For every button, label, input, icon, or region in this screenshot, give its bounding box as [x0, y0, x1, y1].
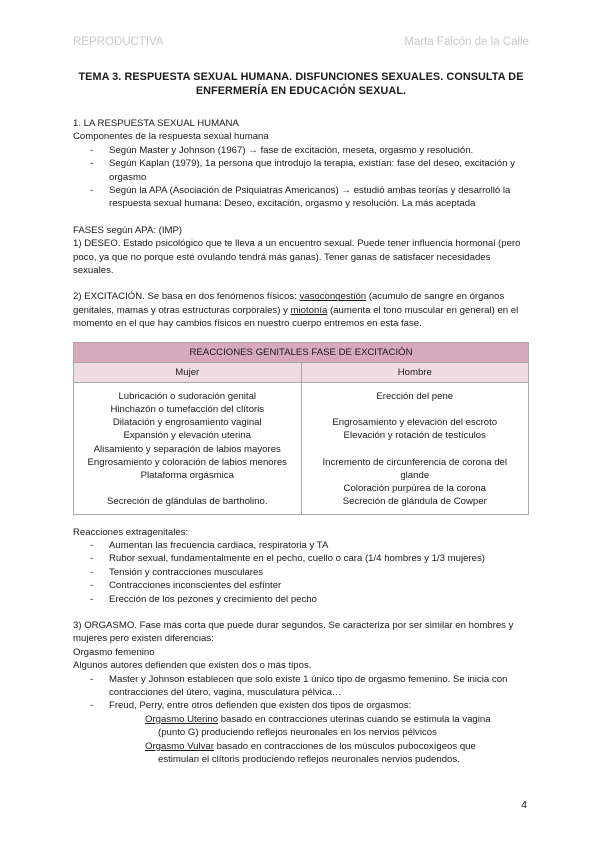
table-cell-line: Engrosamiento y coloración de labios menores	[87, 456, 287, 468]
list-item: - Contracciones inconscientes del esfínter	[73, 579, 529, 592]
uterino-term: Orgasmo Uterino	[145, 713, 219, 725]
section-intro: Componentes de la respuesta sexual humana	[73, 131, 269, 143]
list-item: - Master y Johnson establecen que solo existe 1 único tipo de orgasmo femenino. Se inicia con contracciones del útero, vagina, musculatura pélvica…	[73, 673, 529, 700]
table-cell-line: Plataforma orgásmica	[140, 469, 234, 481]
table-cell-line	[74, 482, 301, 495]
table-cell-line: Incremento de circunferencia de corona del glande	[322, 456, 508, 481]
header-subject: REPRODUCTIVA	[73, 36, 164, 48]
table-cell-line: Erección del pene	[376, 390, 454, 402]
list-item: - Erección de los pezones y crecimiento del pecho	[73, 593, 529, 606]
hombre-column	[301, 382, 529, 514]
vasocongestion-term: vasocongestión	[299, 291, 367, 303]
table-cell-line: Engrosamiento y elevación del escroto	[332, 417, 498, 429]
genital-reactions-table	[73, 342, 529, 515]
table-cell-line	[302, 443, 529, 456]
extragenital-heading: Reacciones extragenitales:	[73, 526, 189, 538]
table-cell-line: Dilatación y engrosamiento vaginal	[112, 417, 262, 429]
extragenital-list	[73, 539, 529, 606]
list-item: - Según Kaplan (1979), 1a persona que introdujo la terapia, existían: fase del deseo, excitación y orgasmo	[73, 157, 529, 184]
table-header-hombre: Hombre	[301, 362, 529, 382]
table-cell-line: Expansión y elevación uterina	[123, 430, 251, 442]
page-number: 4	[521, 799, 527, 811]
table-cell-line: Coloración purpúrea de la corona	[343, 483, 486, 495]
orgasmo-uterino-cont: (punto G) produciendo reflejos neuronales en los nervios pélvicos	[158, 727, 437, 739]
components-list	[73, 144, 529, 211]
table-cell-line: Hinchazón o tumefacción del clítoris	[110, 403, 265, 415]
document-title: TEMA 3. RESPUESTA SEXUAL HUMANA. DISFUNCIONES SEXUALES. CONSULTA DE ENFERMERÍA EN EDUCACIÓN SEXUAL.	[78, 71, 524, 97]
list-item: - Aumentan las frecuencia cardiaca, respiratoria y TA	[73, 539, 529, 552]
table-title: REACCIONES GENITALES FASE DE EXCITACIÓN	[74, 342, 529, 362]
mujer-column	[74, 382, 302, 514]
orgasmo-vulvar-cont: estimulan el clítoris produciendo reflejos neuronales nervios pudendos.	[158, 754, 460, 766]
excitacion-paragraph: 2) EXCITACIÓN. Se basa en dos fenómenos físicos: vasocongestión (acumulo de sangre en órganos genitales, mamas y otras estructuras corporales) y miotonía (aumenta el tono muscular en general) en el momento en el que hay cambios físicos en nuestro cuerpo entremos en esta fase.	[73, 291, 519, 330]
orgasmo-uterino: Orgasmo Uterino basado en contracciones uterinas cuando se estimula la vagina	[145, 713, 491, 725]
miotonia-term: miotonía	[290, 304, 328, 316]
list-item: - Según Master y Johnson (1967) → fase de excitación, meseta, orgasmo y resolución.	[73, 144, 529, 157]
orgasmo-line: Algunos autores defienden que existen dos o más tipos.	[73, 660, 312, 672]
table-cell-line: Elevación y rotación de testículos	[343, 430, 486, 442]
document-body	[73, 117, 529, 766]
list-item: - Freud, Perry, entre otros defienden que existen dos tipos de orgasmos:	[73, 699, 529, 712]
orgasmo-subheading: Orgasmo femenino	[73, 646, 155, 658]
table-cell-line	[302, 403, 529, 416]
orgasmo-list	[73, 673, 529, 713]
deseo-paragraph: 1) DESEO. Estado psicológico que te lleva a un encuentro sexual. Puede tener influencia hormonal (pero poco, ya que no porque esté ovulando tendrá más ganas). Tener ganas de satisfacer necesidades sexuales.	[73, 238, 521, 277]
table-cell-line: Alisamiento y separación de labios mayores	[93, 443, 281, 455]
orgasmo-paragraph: 3) ORGASMO. Fase más corta que puede durar segundos. Se caracteriza por ser similar en hombres y mujeres pero existen diferencias:	[73, 619, 514, 645]
table-header-mujer: Mujer	[74, 362, 302, 382]
list-item: - Según la APA (Asociación de Psiquiatras Americanos) → estudió ambas teorías y desarrolló la respuesta sexual humana: Deseo, excitación, orgasmo y resolución. La más aceptada	[73, 184, 529, 211]
table-cell-line: Lubricación o sudoración genital	[118, 390, 257, 402]
table-cell-line: Secreción de glándula de Cowper	[342, 496, 487, 508]
header-author: Marta Falcón de la Calle	[404, 36, 529, 48]
list-item: - Tensión y contracciones musculares	[73, 566, 529, 579]
list-item: - Rubor sexual, fundamentalmente en el pecho, cuello o cara (1/4 hombres y 1/3 mujeres)	[73, 552, 529, 565]
phases-heading: FASES según APA: (IMP)	[73, 224, 183, 236]
orgasmo-vulvar: Orgasmo Vulvar basado en contracciones de los músculos pubocoxígeos que	[145, 740, 476, 752]
section-heading: 1. LA RESPUESTA SEXUAL HUMANA	[73, 118, 239, 129]
vulvar-term: Orgasmo Vulvar	[145, 740, 214, 752]
table-cell-line: Secreción de glándulas de bartholino.	[106, 496, 268, 508]
